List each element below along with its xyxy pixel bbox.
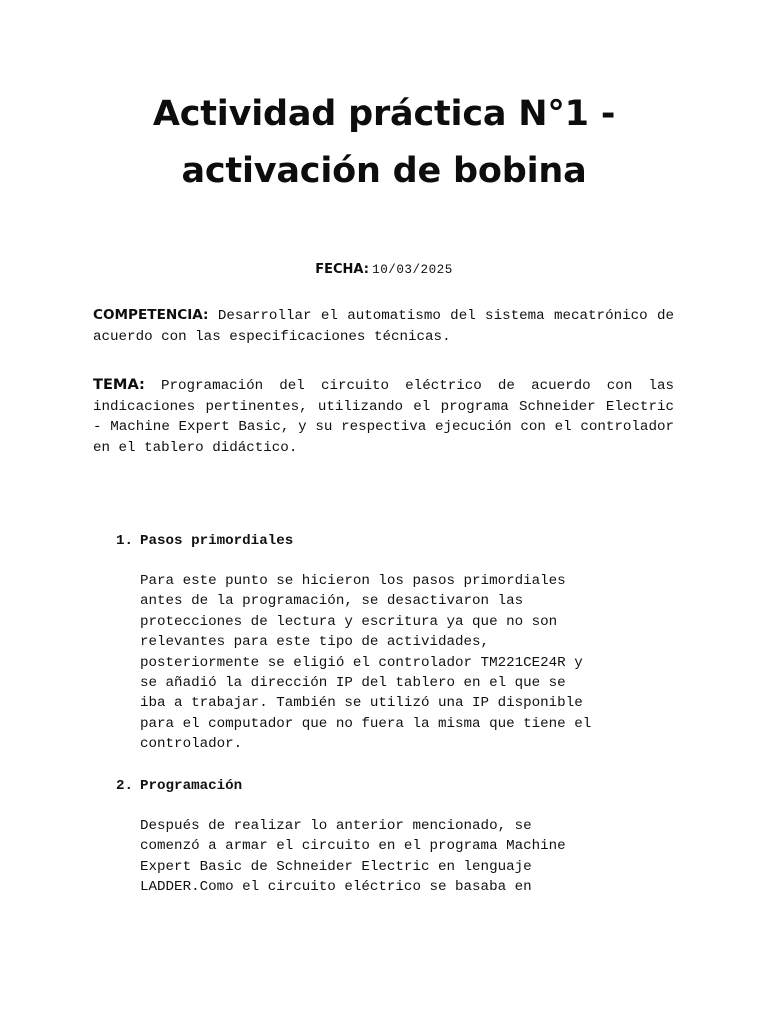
tema-paragraph (93, 375, 674, 458)
date-value: 10/03/2025 (372, 263, 453, 277)
section-2-line: Después de realizar lo anterior mencionado, se (140, 818, 532, 834)
section-number-1: 1. (116, 533, 134, 549)
section-1-line: para el computador que no fuera la misma que tiene el (140, 715, 592, 732)
section-1-line: relevantes para este tipo de actividades, (140, 634, 490, 651)
section-title-1: Pasos primordiales (140, 533, 294, 549)
date-label: FECHA: (315, 262, 369, 277)
section-1-line: posteriormente se eligió el controlador TM221CE24R y (140, 654, 583, 671)
section-heading-1 (116, 531, 293, 551)
section-1-line: Para este punto se hicieron los pasos primordiales (140, 573, 566, 589)
tema-text: Programación del circuito eléctrico de acuerdo con las indicaciones pertinentes, utilizando el programa Schneider Electric - Machine Expert Basic, y su respectiva ejecución con el controlador en el tablero didáctico. (93, 378, 674, 456)
competencia-text: Desarrollar el automatismo del sistema mecatrónico de acuerdo con las especificaciones técnicas. (93, 308, 674, 345)
section-heading-2 (116, 776, 242, 796)
section-body-2 (140, 816, 680, 898)
tema-label: TEMA: (93, 376, 145, 393)
title-line-1: Actividad práctica N°1 - (152, 94, 616, 134)
competencia-label: COMPETENCIA: (93, 307, 209, 323)
competencia-paragraph (93, 305, 674, 347)
date-line (0, 259, 768, 280)
section-1-line: se añadió la dirección IP del tablero en el que se (140, 675, 566, 692)
section-2-line: LADDER.Como el circuito eléctrico se basaba en (140, 879, 532, 896)
section-2-line: Expert Basic de Schneider Electric en lenguaje (140, 858, 532, 875)
document-title (60, 86, 708, 200)
section-title-2: Programación (140, 778, 243, 794)
title-line-2: activación de bobina (181, 151, 587, 191)
section-body-1 (140, 571, 680, 755)
section-number-2: 2. (116, 778, 134, 794)
section-1-line: controlador. (140, 736, 243, 753)
section-1-line: iba a trabajar. También se utilizó una IP disponible (140, 695, 583, 712)
section-1-line: antes de la programación, se desactivaron las (140, 593, 524, 610)
section-2-line: comenzó a armar el circuito en el programa Machine (140, 838, 566, 855)
section-1-line: protecciones de lectura y escritura ya que no son (140, 613, 558, 630)
